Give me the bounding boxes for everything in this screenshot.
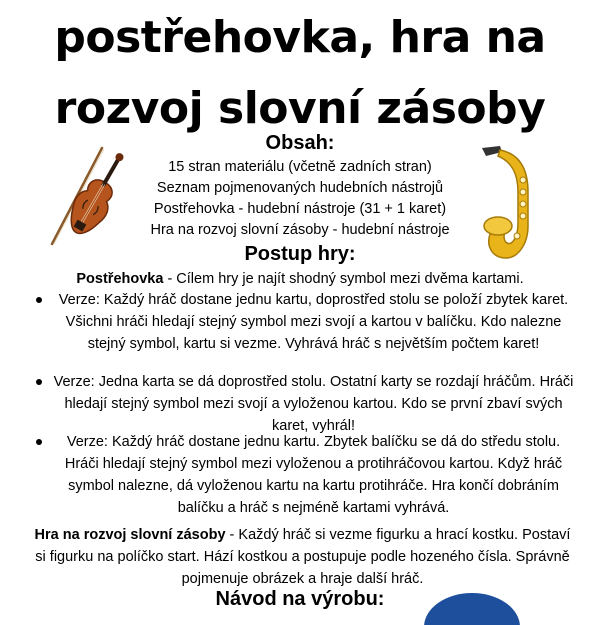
bullet-icon	[36, 439, 42, 445]
vocab-game-paragraph	[30, 524, 575, 590]
vocab-game-name: Hra na rozvoj slovní zásoby	[34, 527, 226, 543]
postrehovka-text: - Cílem hry je najít shodný symbol mezi dvěma kartami.	[163, 271, 524, 287]
vocab-game-text: - Každý hráč si vezme figurku a hrací kostku. Postaví si figurku na políčko start. Hází kostkou a postupuje podle hozeného čísla. Správně pojmenuje obrázek a hraje další hráč.	[35, 527, 571, 587]
variant-item	[30, 289, 575, 355]
postrehovka-paragraph	[40, 268, 560, 290]
violin-icon	[44, 140, 124, 250]
rules-heading: Postup hry:	[244, 243, 356, 265]
contents-list	[130, 157, 470, 241]
contents-heading: Obsah:	[265, 132, 335, 154]
blue-circle-icon	[422, 585, 522, 625]
bullet-icon	[36, 297, 42, 303]
instructions-heading: Návod na výrobu:	[215, 588, 385, 610]
title-line-2: rozvoj slovní zásoby	[54, 83, 546, 134]
contents-item: Seznam pojmenovaných hudebních nástrojů	[156, 180, 444, 196]
postrehovka-name: Postřehovka	[76, 271, 164, 287]
contents-item: Hra na rozvoj slovní zásoby - hudební nástroje	[150, 222, 450, 238]
contents-item: 15 stran materiálu (včetně zadních stran)	[168, 159, 432, 175]
variant-text: Verze: Každý hráč dostane jednu kartu. Zbytek balíčku se dá do středu stolu. Hráči hledají stejný symbol mezi vyloženou a protihráčovou kartou. Když hráč symbol nalezne, dá vyloženou kartu na kartu protihráče. Hra končí dobráním balíčku a hráč s nejméně kartami vyhrává.	[64, 434, 563, 516]
contents-item: Postřehovka - hudební nástroje (31 + 1 karet)	[153, 201, 447, 217]
variant-item	[30, 371, 575, 437]
variant-text: Verze: Jedna karta se dá doprostřed stolu. Ostatní karty se rozdají hráčům. Hráči hledají stejný symbol mezi svojí a vyloženou kartou. Kdo se první zbaví svých karet, vyhrál!	[53, 374, 574, 434]
variant-text: Verze: Každý hráč dostane jednu kartu, doprostřed stolu se položí zbytek karet. Všichni hráči hledají stejný symbol mezi svojí a kartou v balíčku. Kdo nalezne stejný symbol, kartu si vezme. Vyhrává hráč s největším počtem karet!	[58, 292, 569, 352]
bullet-icon	[36, 379, 42, 385]
title-line-1: postřehovka, hra na	[54, 12, 546, 63]
variant-item	[30, 431, 575, 519]
